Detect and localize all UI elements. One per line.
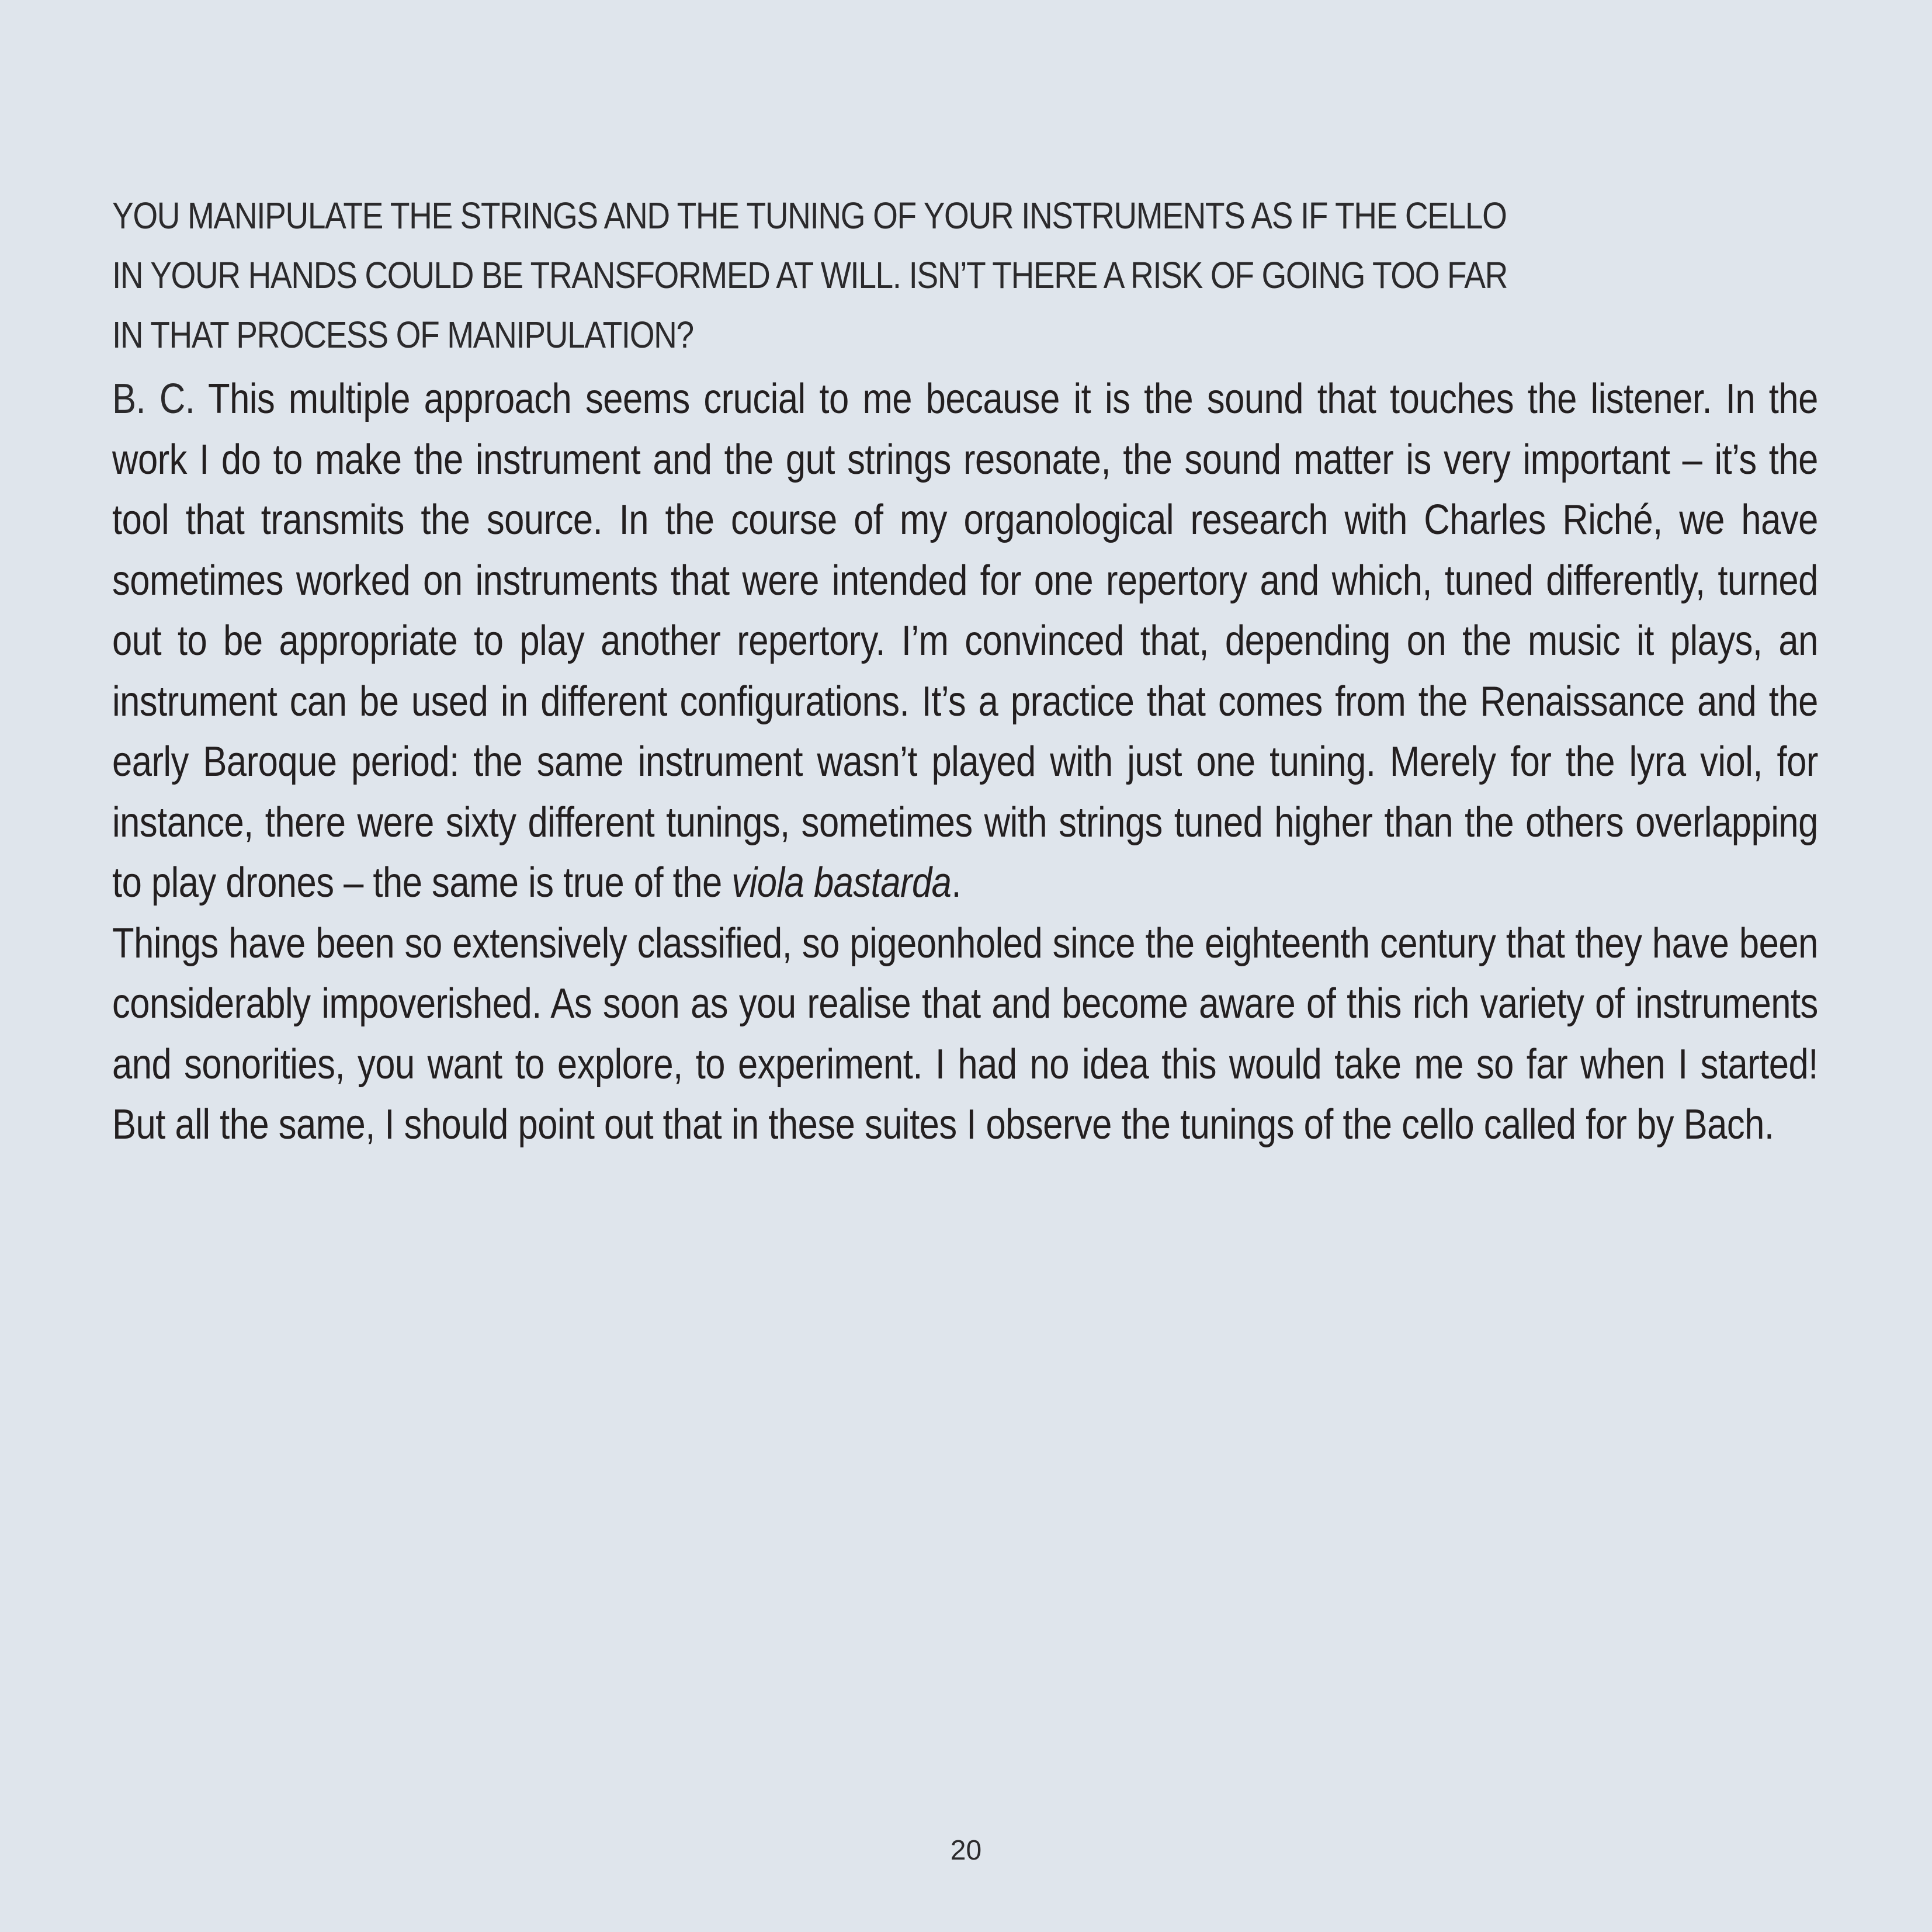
interview-answer (112, 369, 1818, 1156)
question-line-1: YOU MANIPULATE THE STRINGS AND THE TUNING OF YOUR INSTRUMENTS AS IF THE CELLO (112, 195, 1507, 237)
page-number: 20 (950, 1835, 982, 1866)
speaker-initials: B. C. (112, 376, 195, 422)
answer-paragraph-1 (112, 369, 1818, 914)
answer-paragraph-2: Things have been so extensively classified, so pigeonholed since the eighteenth century that they have been considerably impoverished. As soon as you realise that and become aware of this rich variety of instruments and sonorities, you want to explore, to experiment. I had no idea this would take me so far when I started! But all the same, I should point out that in these suites I observe the tunings of the cello called for by Bach. (112, 920, 1818, 1148)
answer-paragraph-1-end: . (951, 859, 962, 906)
italic-term: viola bastarda (731, 859, 952, 906)
interview-question (112, 186, 1818, 365)
interview-content (112, 186, 1818, 1156)
question-line-2: IN YOUR HANDS COULD BE TRANSFORMED AT WILL. ISN’T THERE A RISK OF GOING TOO FAR (112, 254, 1507, 296)
answer-paragraph-1-text: This multiple approach seems crucial to me because it is the sound that touches the listener. In the work I do to make the instrument and the gut strings resonate, the sound matter is very important – it’s the tool that transmits the source. In the course of my organological research with Charles Riché, we have sometimes worked on instruments that were intended for one repertory and which, tuned differently, turned out to be appropriate to play another repertory. I’m convinced that, depending on the music it plays, an instrument can be used in different configurations. It’s a practice that comes from the Renaissance and the early Baroque period: the same instrument wasn’t played with just one tuning. Merely for the lyra viol, for instance, there were sixty different tunings, sometimes with strings tuned higher than the others overlapping to play drones – the same is true of the (112, 376, 1818, 906)
question-line-3: IN THAT PROCESS OF MANIPULATION? (112, 314, 693, 356)
